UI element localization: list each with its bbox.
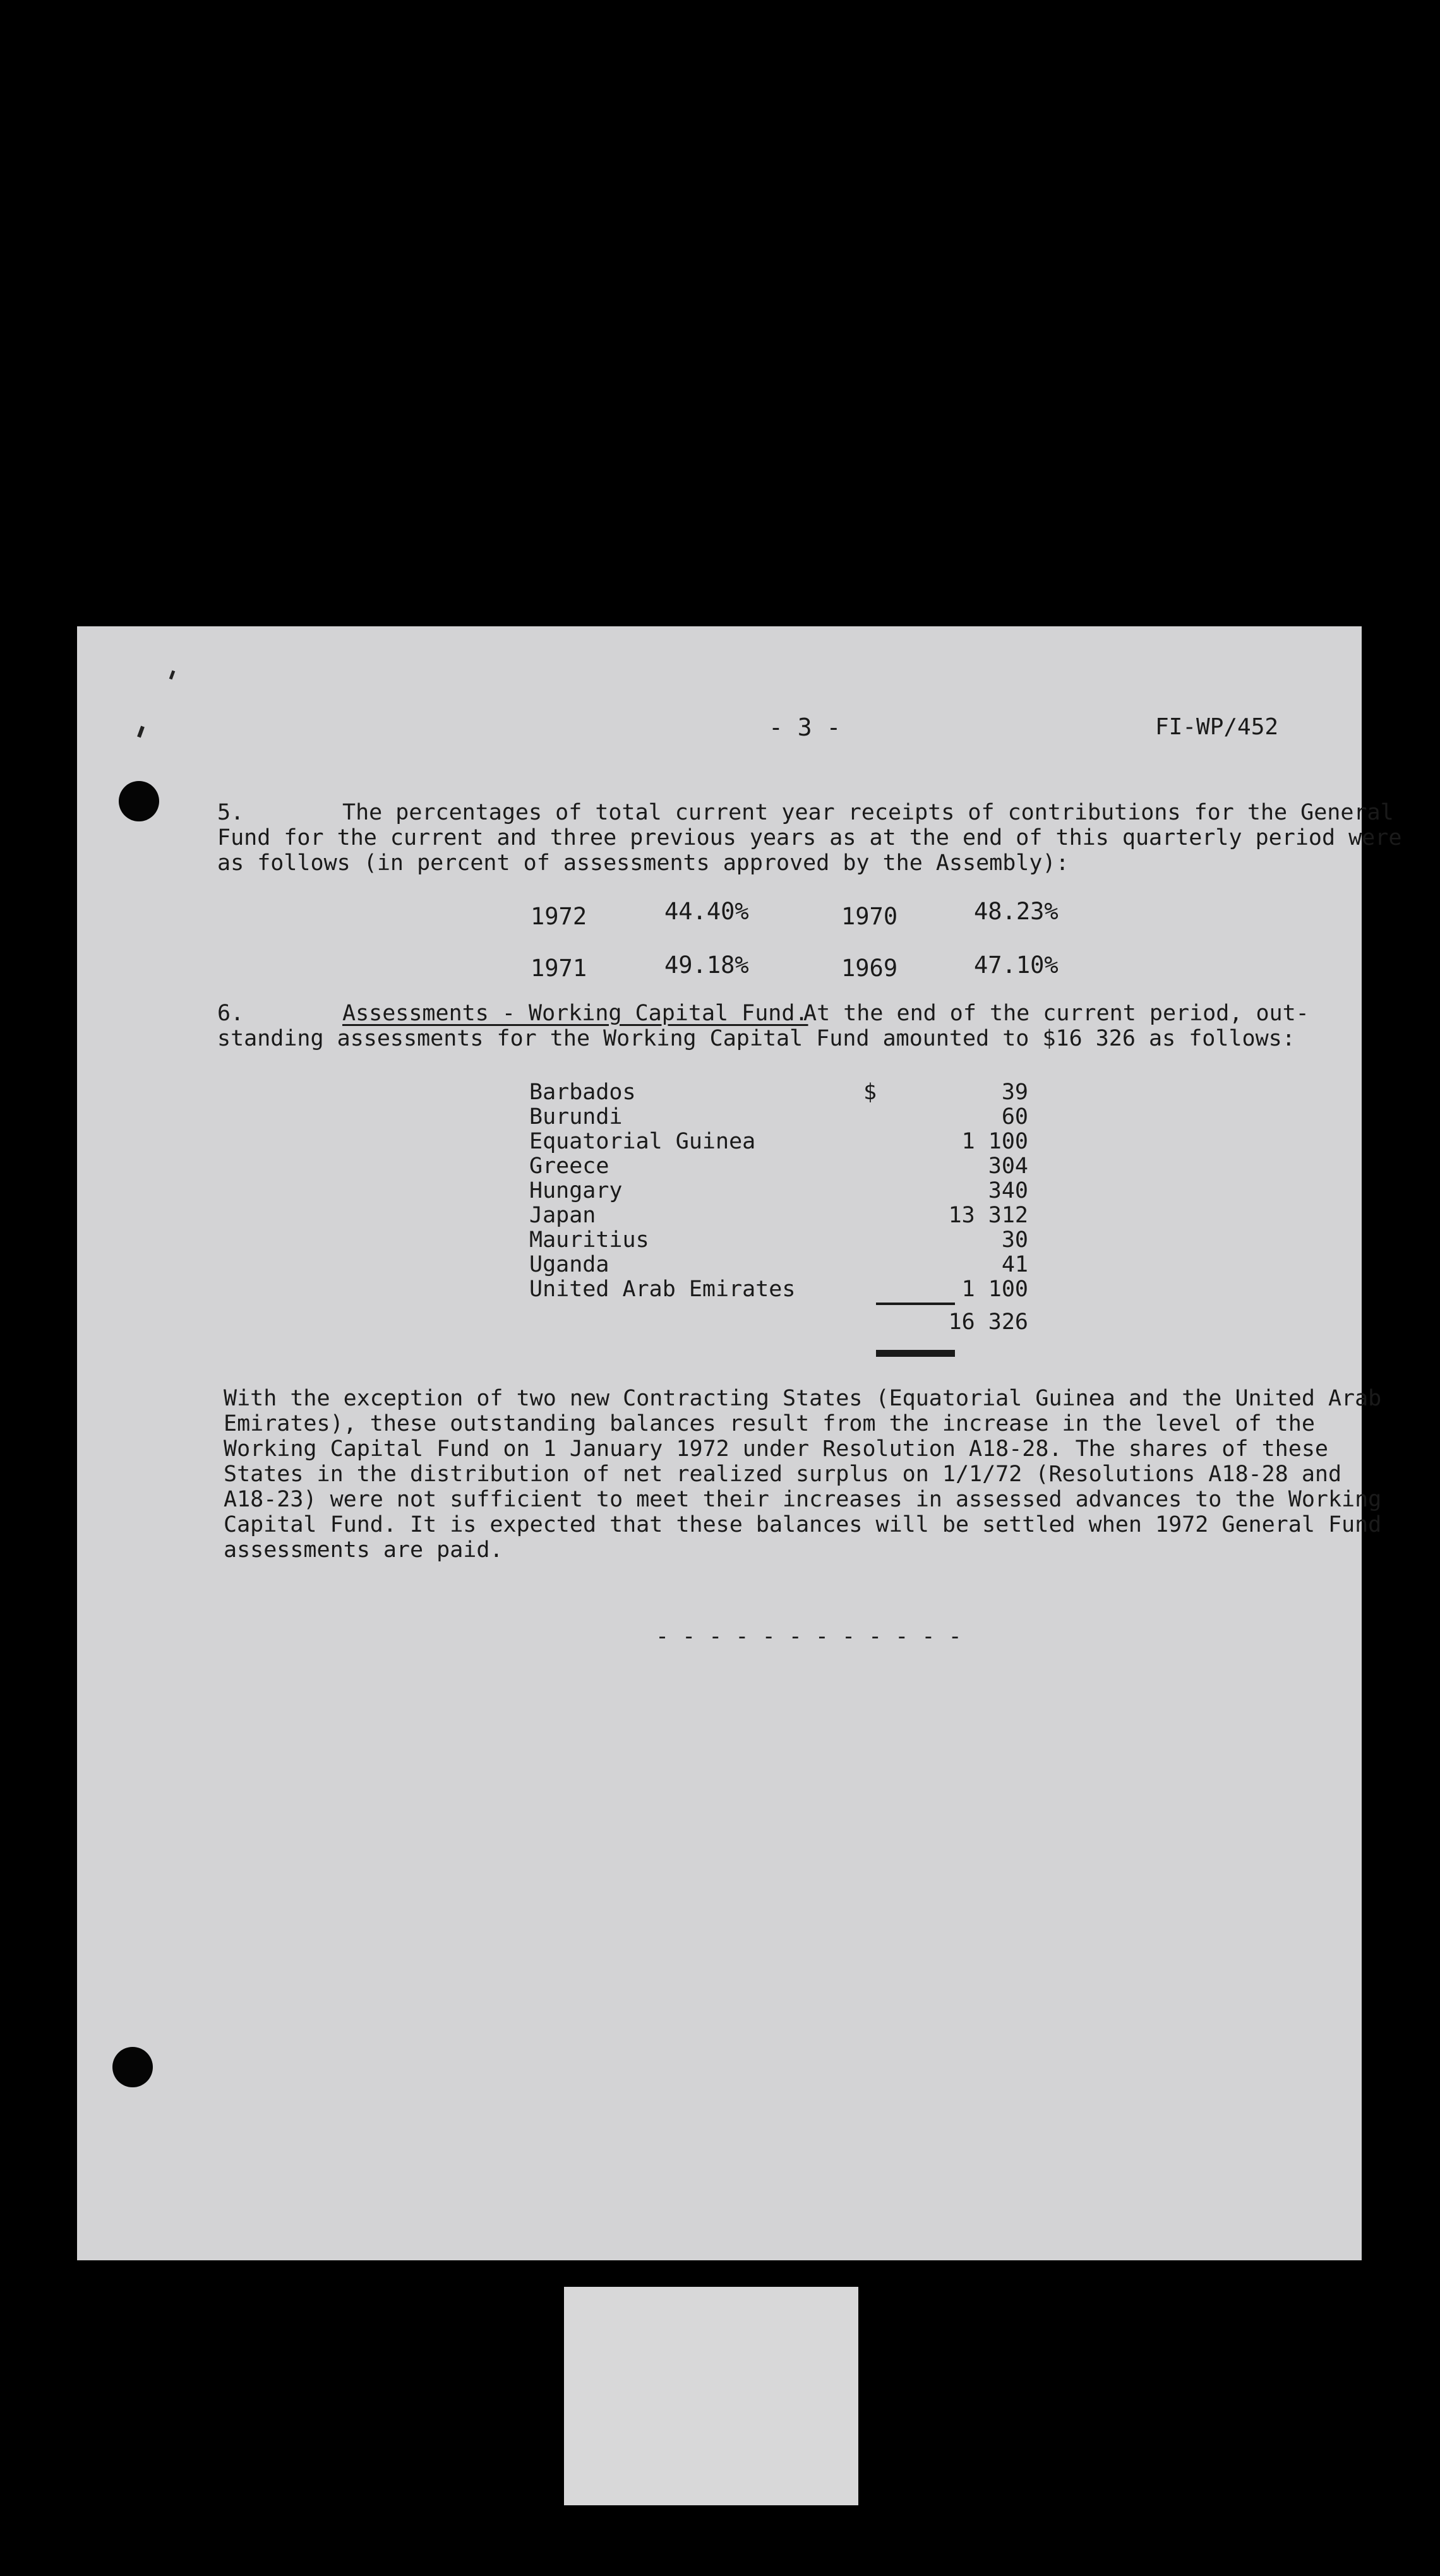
amount-value: 41: [1001, 1252, 1028, 1277]
year-label: 1969: [841, 955, 898, 982]
paragraph-text: as follows (in percent of assessments approved by the Assembly):: [217, 850, 1069, 876]
paragraph-text: The percentages of total current year receipts of contributions for the General: [342, 800, 1394, 825]
percentage-value: 48.23%: [974, 898, 1059, 925]
amount-value: 304: [988, 1154, 1028, 1179]
year-label: 1970: [841, 903, 898, 930]
year-label: 1971: [531, 955, 587, 982]
state-name: Mauritius: [529, 1227, 649, 1253]
paragraph-text: Working Capital Fund on 1 January 1972 under Resolution A18-28. The shares of these: [224, 1436, 1328, 1462]
amount-value: 13 312: [948, 1203, 1028, 1228]
document-page: [77, 626, 1402, 2260]
paragraph-text: A18-23) were not sufficient to meet their increases in assessed advances to the Working: [224, 1487, 1382, 1512]
state-name: Greece: [529, 1154, 609, 1179]
paragraph-text: Emirates), these outstanding balances result from the increase in the level of the: [224, 1411, 1315, 1436]
subtotal-rule: [876, 1303, 955, 1305]
paragraph-number: 6.: [217, 1001, 244, 1026]
page-number: - 3 -: [769, 713, 841, 741]
state-name: Uganda: [529, 1252, 609, 1277]
percentage-value: 44.40%: [664, 898, 749, 925]
year-label: 1972: [531, 903, 587, 930]
state-name: Barbados: [529, 1080, 636, 1105]
paragraph-text: Fund for the current and three previous years as at the end of this quarterly period were: [217, 825, 1402, 850]
paragraph-text: With the exception of two new Contracting States (Equatorial Guinea and the United Arab: [224, 1386, 1382, 1411]
state-name: United Arab Emirates: [529, 1277, 796, 1302]
punch-hole-bottom: [112, 2047, 153, 2087]
document-reference: FI-WP/452: [1155, 714, 1279, 740]
paragraph-text: At the end of the current period, out-: [803, 1001, 1309, 1026]
section-heading: Assessments - Working Capital Fund.: [342, 1001, 808, 1026]
total-value: 16 326: [948, 1309, 1028, 1335]
state-name: Hungary: [529, 1178, 623, 1203]
state-name: Equatorial Guinea: [529, 1129, 756, 1154]
paragraph-text: States in the distribution of net realized surplus on 1/1/72 (Resolutions A18-28 and: [224, 1462, 1342, 1487]
amount-value: 1 100: [961, 1277, 1028, 1302]
paragraph-text: Capital Fund. It is expected that these balances will be settled when 1972 General Fund: [224, 1512, 1382, 1537]
amount-value: 340: [988, 1178, 1028, 1203]
stray-mark: [169, 671, 175, 680]
state-name: Burundi: [529, 1104, 623, 1130]
paragraph-number: 5.: [217, 800, 244, 825]
state-name: Japan: [529, 1203, 596, 1228]
backing-card: [564, 2287, 858, 2505]
paragraph-text: standing assessments for the Working Capital Fund amounted to $16 326 as follows:: [217, 1026, 1295, 1051]
stray-mark: [137, 726, 145, 738]
paragraph-text: assessments are paid.: [224, 1537, 503, 1563]
amount-value: 1 100: [961, 1129, 1028, 1154]
amount-value: 39: [1001, 1080, 1028, 1105]
amount-value: 30: [1001, 1227, 1028, 1253]
end-of-document-mark: - - - - - - - - - - - -: [656, 1624, 962, 1649]
currency-symbol: $: [863, 1080, 877, 1105]
total-double-rule: [876, 1350, 955, 1357]
percentage-value: 49.18%: [664, 951, 749, 979]
punch-hole-top: [119, 781, 159, 821]
amount-value: 60: [1001, 1104, 1028, 1130]
percentage-value: 47.10%: [974, 951, 1059, 979]
